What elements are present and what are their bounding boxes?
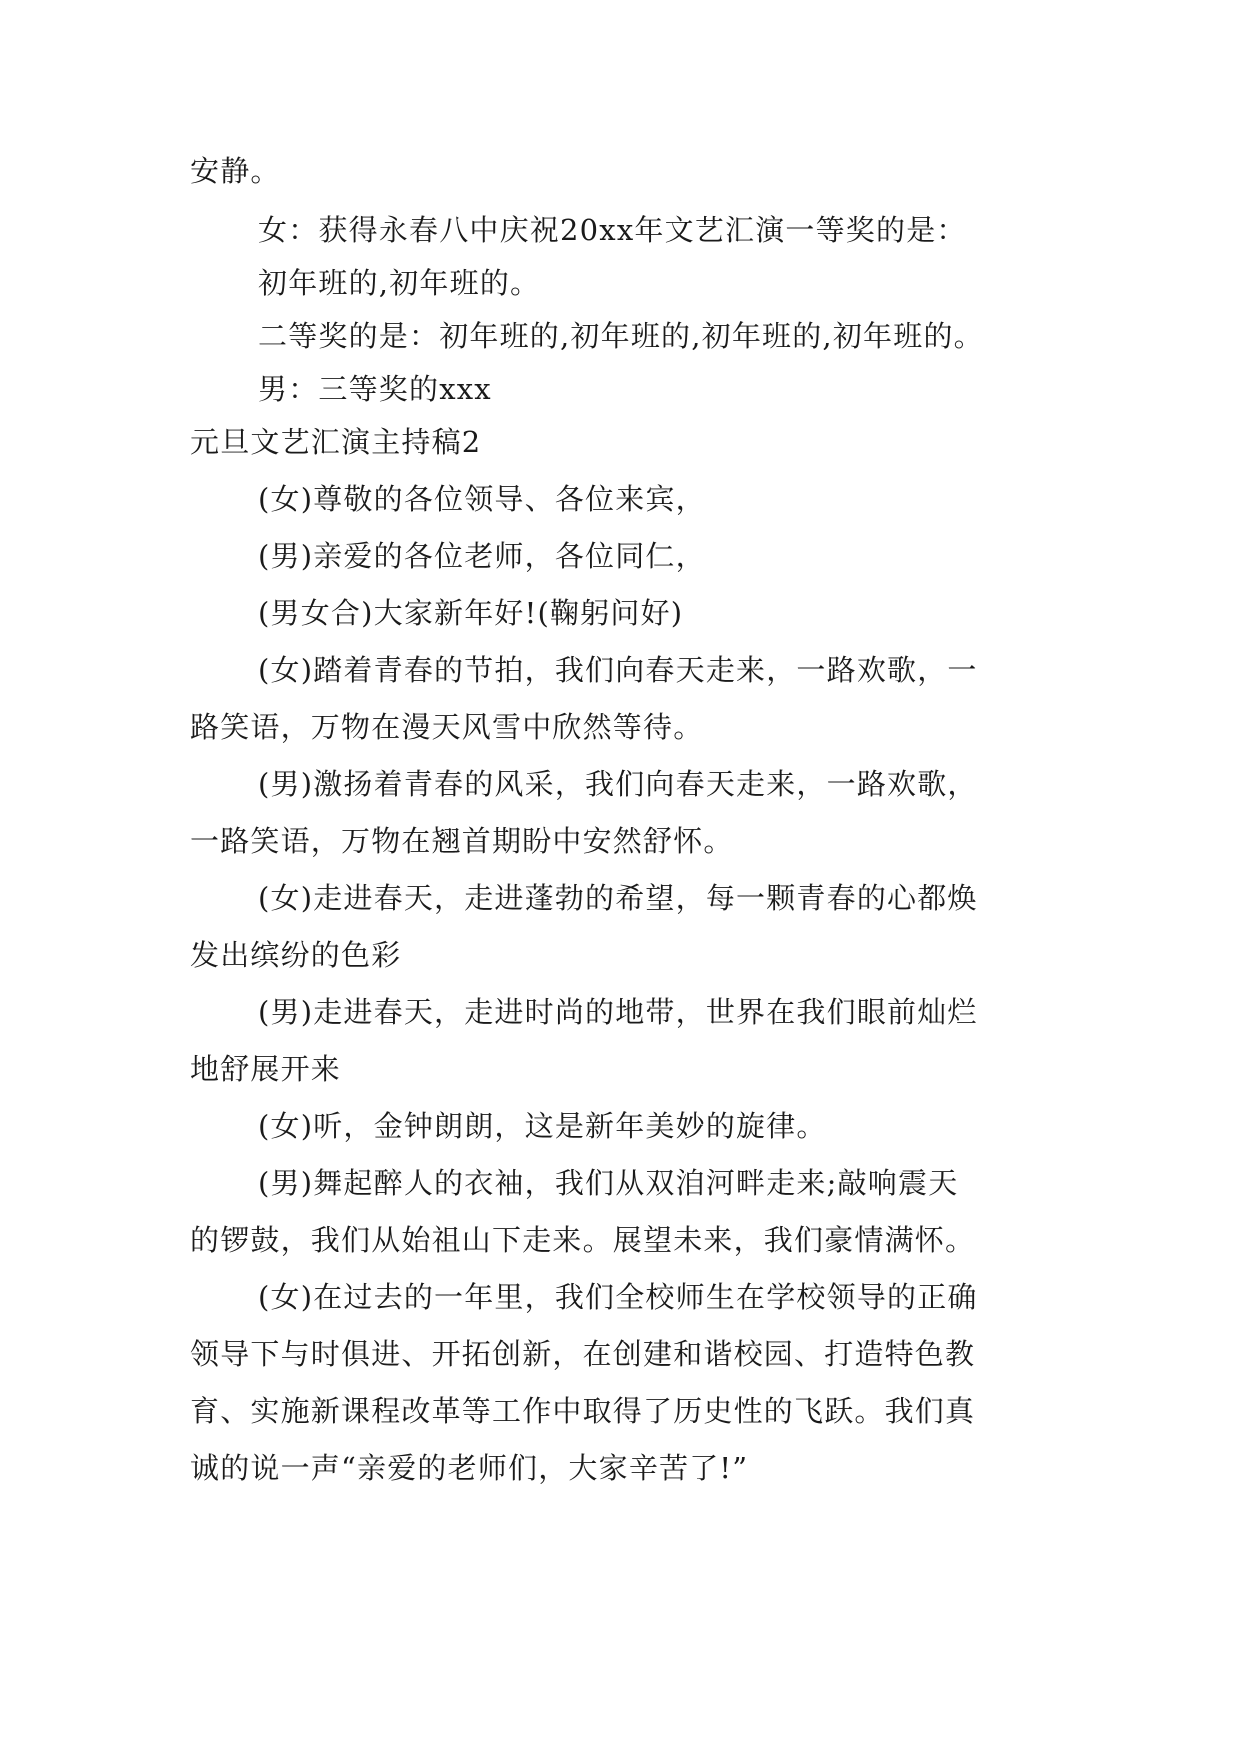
paragraph-line: 男：三等奖的xxx xyxy=(258,372,492,406)
paragraph-line: 发出缤纷的色彩 xyxy=(190,938,402,972)
paragraph-line: (女)尊敬的各位领导、各位来宾， xyxy=(258,482,706,516)
paragraph-line: (男)舞起醉人的衣袖，我们从双洎河畔走来;敲响震天 xyxy=(258,1166,959,1200)
paragraph-line: 领导下与时俱进、开拓创新，在创建和谐校园、打造特色教 xyxy=(190,1337,976,1371)
paragraph-line: (女)在过去的一年里，我们全校师生在学校领导的正确 xyxy=(258,1280,978,1314)
paragraph-line: 地舒展开来 xyxy=(190,1052,342,1086)
paragraph-line: 育、实施新课程改革等工作中取得了历史性的飞跃。我们真 xyxy=(190,1394,976,1428)
paragraph-line: (男)亲爱的各位老师，各位同仁， xyxy=(258,539,706,573)
paragraph-line: (女)走进春天，走进蓬勃的希望，每一颗青春的心都焕 xyxy=(258,881,978,915)
section-heading: 元旦文艺汇演主持稿2 xyxy=(190,425,482,459)
paragraph-line: 女：获得永春八中庆祝20xx年文艺汇演一等奖的是： xyxy=(258,213,967,247)
paragraph-line: 路笑语，万物在漫天风雪中欣然等待。 xyxy=(190,710,704,744)
paragraph-line: (男女合)大家新年好!(鞠躬问好) xyxy=(258,596,684,630)
paragraph-line: (男)走进春天，走进时尚的地带，世界在我们眼前灿烂 xyxy=(258,995,978,1029)
paragraph-line: 诚的说一声“亲爱的老师们，大家辛苦了!” xyxy=(190,1451,749,1485)
paragraph-line: 的锣鼓，我们从始祖山下走来。展望未来，我们豪情满怀。 xyxy=(190,1223,976,1257)
paragraph-line: (男)激扬着青春的风采，我们向春天走来，一路欢歌， xyxy=(258,767,978,801)
paragraph-line: 一路笑语，万物在翘首期盼中安然舒怀。 xyxy=(190,824,734,858)
paragraph-line: 安静。 xyxy=(190,154,281,188)
paragraph-line: 初年班的,初年班的。 xyxy=(258,266,541,300)
paragraph-line: (女)踏着青春的节拍，我们向春天走来，一路欢歌，一 xyxy=(258,653,978,687)
paragraph-line: 二等奖的是：初年班的,初年班的,初年班的,初年班的。 xyxy=(258,319,984,353)
paragraph-line: (女)听，金钟朗朗，这是新年美妙的旋律。 xyxy=(258,1109,827,1143)
